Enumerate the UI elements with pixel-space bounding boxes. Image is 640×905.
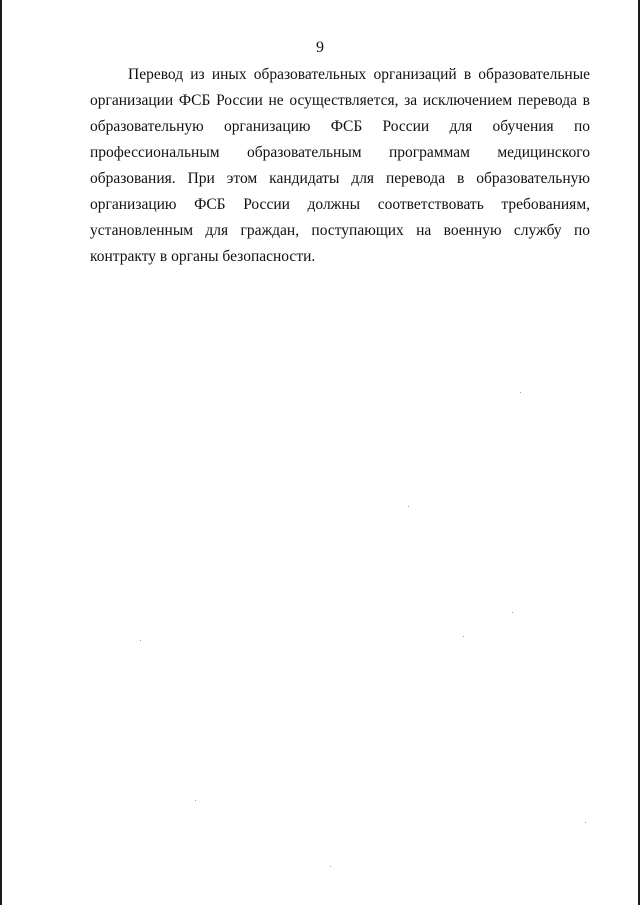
body-paragraph: Перевод из иных образовательных организаций в образовательные организации ФСБ России не осуществляется, за исключением перевода в образовательную организацию ФСБ России для обучения по профессиональным образовательным программам медицинского образования. При этом кандидаты для перевода в образовательную организацию ФСБ России должны соответствовать требованиям, установленным для граждан, поступающих на военную службу по контракту в органы безопасности. bbox=[90, 66, 590, 265]
scan-speck bbox=[585, 822, 586, 823]
scan-speck bbox=[330, 866, 331, 867]
scan-left-edge bbox=[0, 0, 2, 905]
scan-speck bbox=[195, 800, 196, 801]
scan-speck bbox=[408, 506, 409, 507]
scan-speck bbox=[520, 392, 521, 393]
scan-speck bbox=[140, 640, 141, 641]
page-number: 9 bbox=[316, 39, 324, 56]
scan-speck bbox=[463, 636, 464, 637]
scan-speck bbox=[512, 612, 513, 613]
